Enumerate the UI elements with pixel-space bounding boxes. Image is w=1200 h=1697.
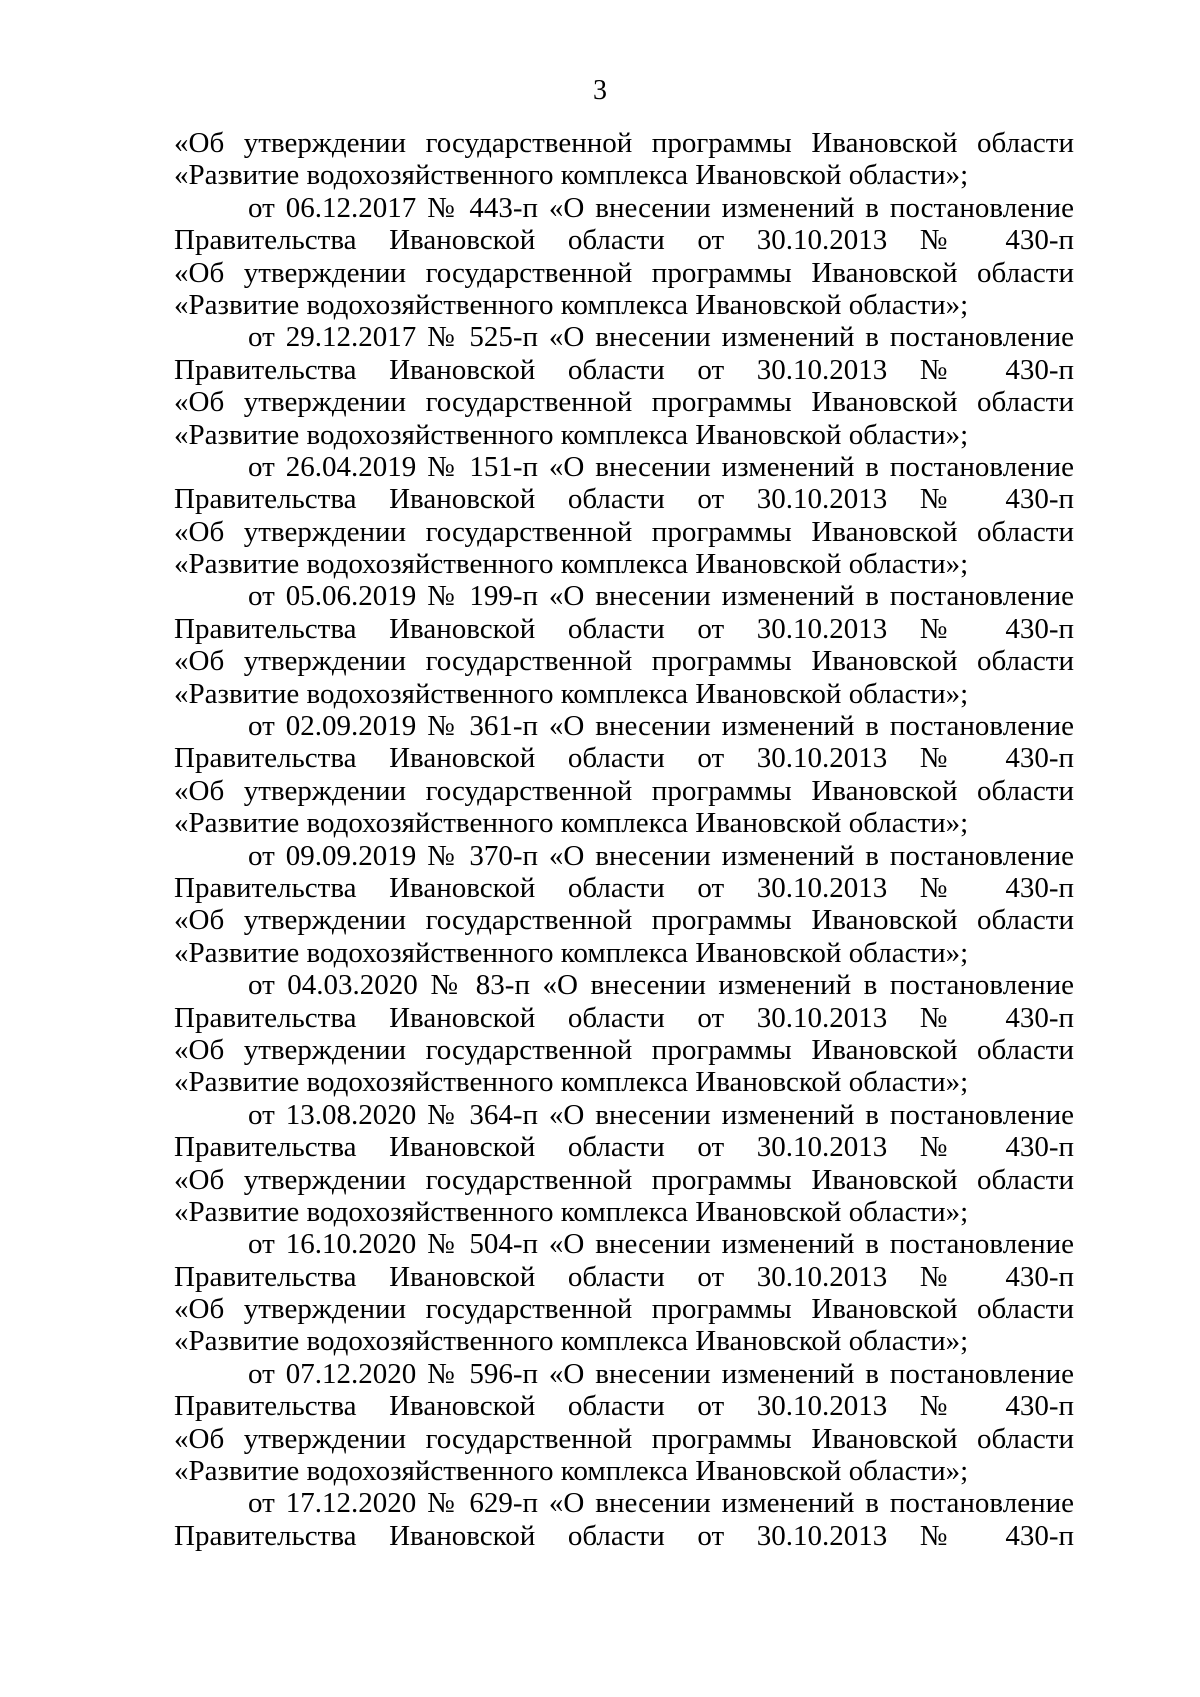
text-line: от 26.04.2019 № 151-п «О внесении изменений в постановление	[248, 450, 1074, 483]
text-line: «Об утверждении государственной программы Ивановской области	[174, 904, 1074, 937]
text-line: Правительства Ивановской области от 30.10.2013 № 430-п	[174, 1390, 1074, 1423]
text-line: «Об утверждении государственной программы Ивановской области	[174, 1033, 1074, 1066]
text-line: «Об утверждении государственной программы Ивановской области	[174, 515, 1074, 548]
text-line: Правительства Ивановской области от 30.10.2013 № 430-п	[174, 1260, 1074, 1293]
text-line: от 13.08.2020 № 364-п «О внесении изменений в постановление	[248, 1098, 1074, 1131]
text-line: от 07.12.2020 № 596-п «О внесении изменений в постановление	[248, 1357, 1074, 1390]
text-line: Правительства Ивановской области от 30.10.2013 № 430-п	[174, 871, 1074, 904]
text-line: «Развитие водохозяйственного комплекса Ивановской области»;	[174, 288, 969, 321]
text-line: Правительства Ивановской области от 30.10.2013 № 430-п	[174, 612, 1074, 645]
text-line: «Об утверждении государственной программы Ивановской области	[174, 127, 1074, 159]
text-line: «Развитие водохозяйственного комплекса Ивановской области»;	[174, 1195, 969, 1228]
document-body	[174, 127, 1074, 1552]
text-line: Правительства Ивановской области от 30.10.2013 № 430-п	[174, 1131, 1074, 1164]
text-line: «Об утверждении государственной программы Ивановской области	[174, 256, 1074, 289]
text-line: «Развитие водохозяйственного комплекса Ивановской области»;	[174, 677, 969, 710]
text-line: «Об утверждении государственной программы Ивановской области	[174, 645, 1074, 678]
text-line: «Развитие водохозяйственного комплекса Ивановской области»;	[174, 159, 969, 192]
text-line: от 29.12.2017 № 525-п «О внесении изменений в постановление	[248, 321, 1074, 354]
text-line: «Развитие водохозяйственного комплекса Ивановской области»;	[174, 1455, 969, 1488]
page-number: 3	[593, 75, 607, 106]
text-line: «Развитие водохозяйственного комплекса Ивановской области»;	[174, 418, 969, 451]
text-line: «Развитие водохозяйственного комплекса Ивановской области»;	[174, 936, 969, 969]
text-line: Правительства Ивановской области от 30.10.2013 № 430-п	[174, 224, 1074, 257]
text-line: от 02.09.2019 № 361-п «О внесении изменений в постановление	[248, 710, 1074, 743]
text-line: Правительства Ивановской области от 30.10.2013 № 430-п	[174, 353, 1074, 386]
text-line: «Об утверждении государственной программы Ивановской области	[174, 774, 1074, 807]
text-line: от 04.03.2020 № 83-п «О внесении изменений в постановление	[248, 969, 1074, 1002]
text-line: «Развитие водохозяйственного комплекса Ивановской области»;	[174, 1325, 969, 1358]
text-line: «Развитие водохозяйственного комплекса Ивановской области»;	[174, 548, 969, 581]
text-line: Правительства Ивановской области от 30.10.2013 № 430-п	[174, 1001, 1074, 1034]
text-line: от 06.12.2017 № 443-п «О внесении изменений в постановление	[248, 191, 1074, 224]
text-line: Правительства Ивановской области от 30.10.2013 № 430-п	[174, 483, 1074, 516]
text-line: «Развитие водохозяйственного комплекса Ивановской области»;	[174, 807, 969, 840]
text-line: от 16.10.2020 № 504-п «О внесении изменений в постановление	[248, 1228, 1074, 1261]
text-line: «Об утверждении государственной программы Ивановской области	[174, 1422, 1074, 1455]
text-line: «Об утверждении государственной программы Ивановской области	[174, 386, 1074, 419]
text-line: от 09.09.2019 № 370-п «О внесении изменений в постановление	[248, 839, 1074, 872]
text-line: «Об утверждении государственной программы Ивановской области	[174, 1293, 1074, 1326]
text-line: от 05.06.2019 № 199-п «О внесении изменений в постановление	[248, 580, 1074, 613]
text-line: «Развитие водохозяйственного комплекса Ивановской области»;	[174, 1066, 969, 1099]
text-line: от 17.12.2020 № 629-п «О внесении изменений в постановление	[248, 1487, 1074, 1520]
text-line: «Об утверждении государственной программы Ивановской области	[174, 1163, 1074, 1196]
text-line: Правительства Ивановской области от 30.10.2013 № 430-п	[174, 742, 1074, 775]
text-line: Правительства Ивановской области от 30.10.2013 № 430-п	[174, 1519, 1074, 1552]
